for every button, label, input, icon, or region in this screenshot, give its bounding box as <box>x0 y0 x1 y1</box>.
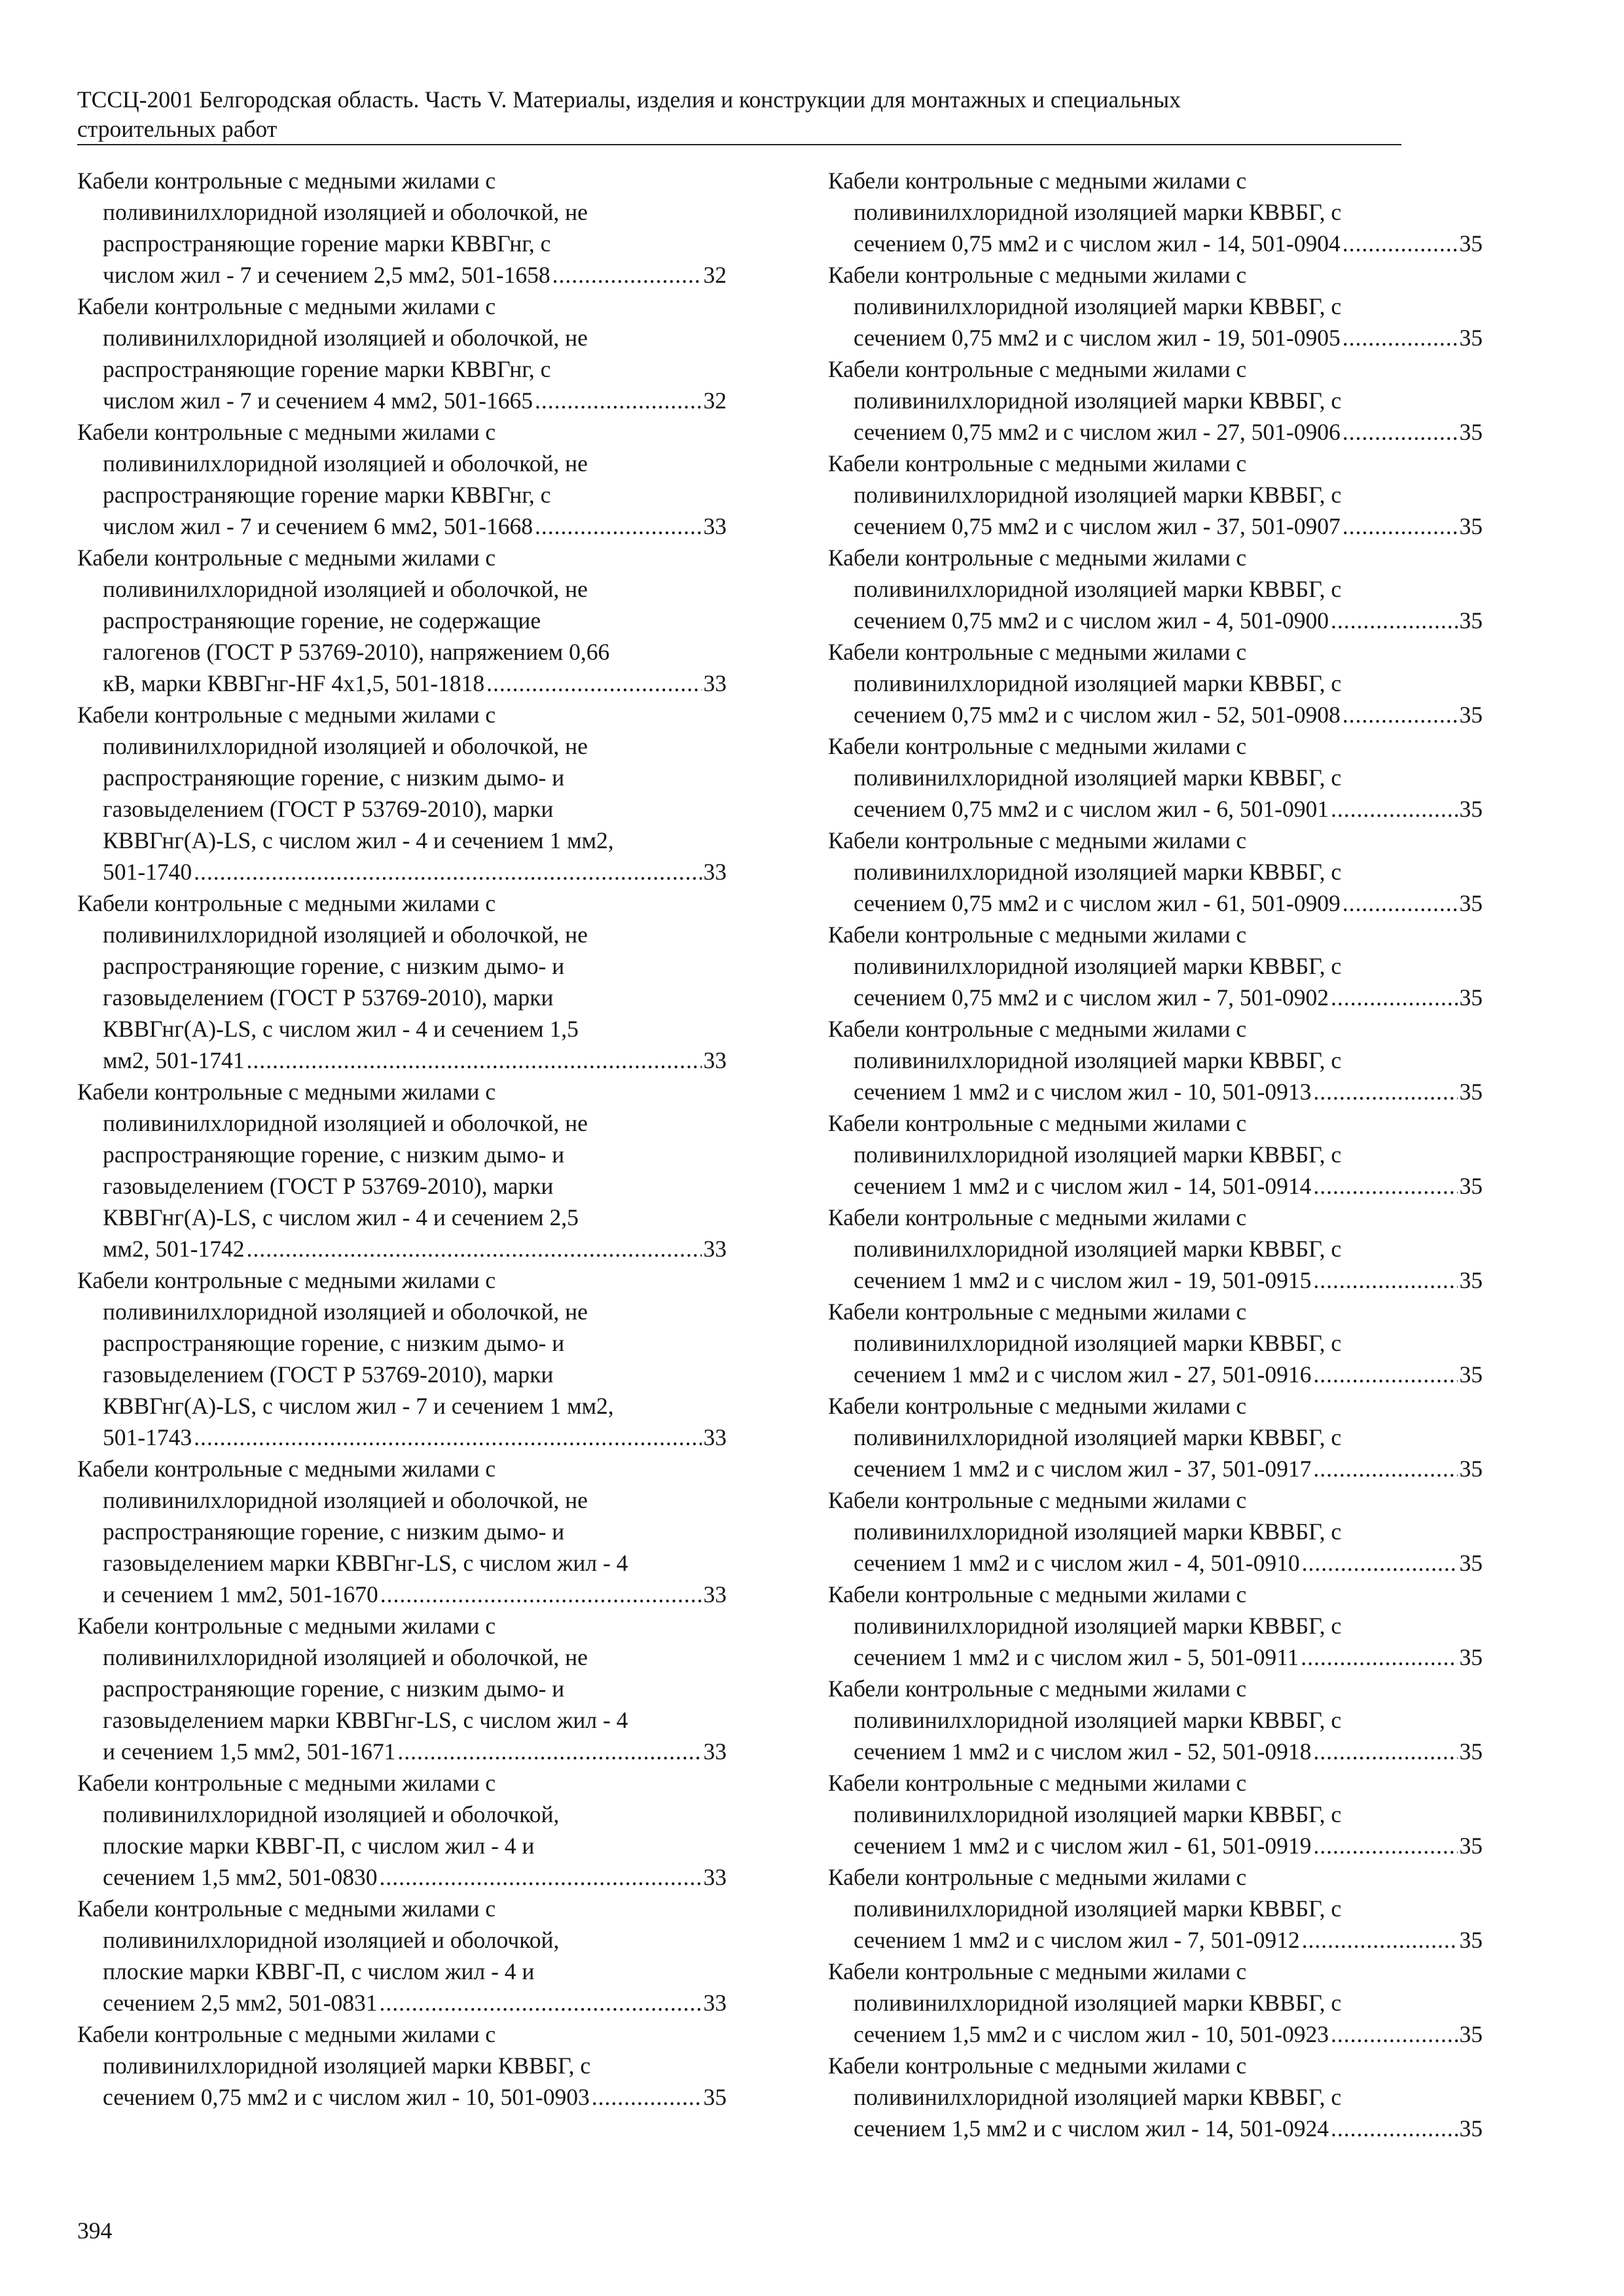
index-entry-page: 35 <box>1459 419 1483 445</box>
running-header-line-1: ТССЦ-2001 Белгородская область. Часть V. Материалы, изделия и конструкции для монтажных и специальных <box>77 86 1181 113</box>
index-entry-last-line <box>77 1987 727 2018</box>
index-entry-last-line <box>77 1233 727 1265</box>
index-entry-page: 35 <box>1459 2021 1483 2047</box>
index-entry-page: 33 <box>703 1047 727 1073</box>
index-entry-page: 35 <box>1459 1079 1483 1105</box>
index-entry <box>828 1013 1483 1107</box>
index-entry <box>828 919 1483 1013</box>
index-entry-text: числом жил - 7 и сечением 4 мм2, 501-1665 <box>103 387 533 414</box>
index-entry-text: поливинилхлоридной изоляцией и оболочкой, <box>103 1927 560 1953</box>
index-entry <box>828 448 1483 542</box>
index-entry-text: плоские марки КВВГ-П, с числом жил - 4 и <box>103 1958 535 1984</box>
index-entry-text: сечением 0,75 мм2 и с числом жил - 7, 501-0902 <box>854 984 1329 1011</box>
dot-leader <box>247 1233 702 1265</box>
index-entry-text: распространяющие горение, с низким дымо- и <box>103 764 565 791</box>
index-entry-text: и сечением 1 мм2, 501-1670 <box>103 1581 378 1607</box>
dot-leader <box>247 1045 702 1076</box>
index-entry-last-line <box>828 1453 1483 1484</box>
index-entry-page: 35 <box>1459 702 1483 728</box>
index-entry-text: сечением 1 мм2 и с числом жил - 5, 501-0911 <box>854 1644 1299 1670</box>
index-entry-text: распространяющие горение, с низким дымо- и <box>103 1141 565 1168</box>
index-entry-page: 35 <box>1459 1833 1483 1859</box>
index-entry <box>828 259 1483 353</box>
index-entry-page: 35 <box>703 2084 727 2110</box>
index-entry <box>77 699 727 888</box>
dot-leader <box>1343 888 1458 919</box>
index-entry <box>828 2050 1483 2144</box>
index-entry-text: поливинилхлоридной изоляцией марки КВВБГ, с <box>854 387 1342 414</box>
index-entry-last-line <box>77 2081 727 2113</box>
index-entry-text: галогенов (ГОСТ Р 53769-2010), напряжением 0,66 <box>103 639 610 665</box>
index-entry-text: Кабели контрольные с медными жилами с <box>828 733 1247 759</box>
index-entry <box>828 353 1483 448</box>
index-entry-last-line <box>77 1579 727 1610</box>
index-entry-page: 35 <box>1459 1644 1483 1670</box>
index-entry <box>828 1202 1483 1296</box>
index-entry-page: 33 <box>703 513 727 539</box>
index-entry-text: Кабели контрольные с медными жилами с <box>77 168 496 194</box>
index-entry-text: Кабели контрольные с медными жилами с <box>77 702 496 728</box>
index-entry-page: 35 <box>1459 607 1483 634</box>
index-entry-page: 33 <box>703 859 727 885</box>
dot-leader <box>1331 982 1458 1013</box>
index-entry-text: Кабели контрольные с медными жилами с <box>77 545 496 571</box>
dot-leader <box>535 385 702 416</box>
index-entry-text: поливинилхлоридной изоляцией марки КВВБГ, с <box>854 293 1342 319</box>
index-entry-text: поливинилхлоридной изоляцией марки КВВБГ, с <box>854 1895 1342 1922</box>
dot-leader <box>1313 1359 1457 1390</box>
index-entry-page: 35 <box>1459 796 1483 822</box>
dot-leader <box>1331 605 1458 636</box>
index-entry-text: Кабели контрольные с медными жилами с <box>828 922 1247 948</box>
index-entry <box>828 1861 1483 1956</box>
dot-leader <box>194 1422 701 1453</box>
index-entry-text: поливинилхлоридной изоляцией и оболочкой, не <box>103 1487 588 1513</box>
index-entry-last-line <box>77 856 727 888</box>
index-entry-text: и сечением 1,5 мм2, 501-1671 <box>103 1738 396 1765</box>
index-entry-page: 35 <box>1459 1738 1483 1765</box>
index-entry-text: поливинилхлоридной изоляцией марки КВВБГ, с <box>854 764 1342 791</box>
index-entry-page: 33 <box>703 1864 727 1890</box>
index-entry-text: поливинилхлоридной изоляцией марки КВВБГ, с <box>854 1236 1342 1262</box>
index-entry-text: Кабели контрольные с медными жилами с <box>828 450 1247 476</box>
index-entry-text: распространяющие горение марки КВВГнг, с <box>103 356 551 382</box>
index-entry-text: плоские марки КВВГ-П, с числом жил - 4 и <box>103 1833 535 1859</box>
index-entry-text: поливинилхлоридной изоляцией и оболочкой, не <box>103 199 588 225</box>
index-entry-text: сечением 0,75 мм2 и с числом жил - 14, 501-0904 <box>854 230 1341 257</box>
index-entry-last-line <box>828 322 1483 353</box>
index-entry <box>77 165 727 291</box>
index-entry <box>828 1579 1483 1673</box>
dot-leader <box>380 1987 702 2018</box>
index-entry-text: Кабели контрольные с медными жилами с <box>828 1204 1247 1230</box>
index-entry-text: сечением 1 мм2 и с числом жил - 19, 501-0915 <box>854 1267 1312 1293</box>
index-entry-text: Кабели контрольные с медными жилами с <box>828 1110 1247 1136</box>
index-entry-text: поливинилхлоридной изоляцией марки КВВБГ, с <box>854 1518 1342 1545</box>
index-entry-last-line <box>828 1641 1483 1673</box>
index-entry-text: сечением 1,5 мм2, 501-0830 <box>103 1864 378 1890</box>
index-entry <box>828 1484 1483 1579</box>
index-entry <box>828 1767 1483 1861</box>
index-entry-text: Кабели контрольные с медными жилами с <box>828 168 1247 194</box>
dot-leader <box>1343 511 1458 542</box>
index-entry <box>77 1767 727 1893</box>
index-entry <box>828 1390 1483 1484</box>
index-entry-text: поливинилхлоридной изоляцией марки КВВБГ, с <box>103 2053 591 2079</box>
index-entry-text: поливинилхлоридной изоляцией марки КВВБГ, с <box>854 1424 1342 1450</box>
index-entry-text: мм2, 501-1742 <box>103 1236 245 1262</box>
index-entry-text: Кабели контрольные с медными жилами с <box>828 545 1247 571</box>
dot-leader <box>1313 1736 1457 1767</box>
index-entry <box>828 165 1483 259</box>
index-entry-text: поливинилхлоридной изоляцией и оболочкой, не <box>103 1644 588 1670</box>
index-entry-last-line <box>828 699 1483 730</box>
dot-leader <box>194 856 701 888</box>
dot-leader <box>1331 2018 1458 2050</box>
index-entry-last-line <box>828 228 1483 259</box>
index-entry-last-line <box>77 1861 727 1893</box>
index-entry-text: сечением 1,5 мм2 и с числом жил - 14, 501-0924 <box>854 2115 1329 2142</box>
index-entry-text: сечением 0,75 мм2 и с числом жил - 37, 501-0907 <box>854 513 1341 539</box>
index-entry-text: сечением 0,75 мм2 и с числом жил - 10, 501-0903 <box>103 2084 590 2110</box>
index-entry-text: сечением 1 мм2 и с числом жил - 37, 501-0917 <box>854 1456 1312 1482</box>
index-entry-last-line <box>77 1045 727 1076</box>
dot-leader <box>552 259 702 291</box>
index-entry <box>77 1453 727 1610</box>
index-entry-page: 32 <box>703 262 727 288</box>
index-entry-text: Кабели контрольные с медными жилами с <box>77 1895 496 1922</box>
dot-leader <box>380 1579 702 1610</box>
index-entry-text: поливинилхлоридной изоляцией марки КВВБГ, с <box>854 1990 1342 2016</box>
index-entry-text: поливинилхлоридной изоляцией марки КВВБГ, с <box>854 482 1342 508</box>
index-entry-page: 35 <box>1459 1173 1483 1199</box>
dot-leader <box>1313 1830 1457 1861</box>
index-entry-text: сечением 1 мм2 и с числом жил - 27, 501-0916 <box>854 1361 1312 1388</box>
dot-leader <box>1302 1924 1458 1956</box>
index-entry-text: сечением 0,75 мм2 и с числом жил - 6, 501-0901 <box>854 796 1329 822</box>
index-entry-text: Кабели контрольные с медными жилами с <box>77 419 496 445</box>
index-entry-text: поливинилхлоридной изоляцией марки КВВБГ, с <box>854 1141 1342 1168</box>
index-entry-text: поливинилхлоридной изоляцией марки КВВБГ, с <box>854 576 1342 602</box>
dot-leader <box>1313 1170 1457 1202</box>
index-entry-text: поливинилхлоридной изоляцией марки КВВБГ, с <box>854 1047 1342 1073</box>
page-number: 394 <box>77 2217 113 2244</box>
index-entry-last-line <box>77 1422 727 1453</box>
index-entry <box>828 1956 1483 2050</box>
index-entry <box>828 1296 1483 1390</box>
index-entry-text: Кабели контрольные с медными жилами с <box>828 1016 1247 1042</box>
index-entry-text: поливинилхлоридной изоляцией и оболочкой, не <box>103 733 588 759</box>
index-entry <box>828 1673 1483 1767</box>
index-entry-text: Кабели контрольные с медными жилами с <box>77 1267 496 1293</box>
index-entry-text: 501-1743 <box>103 1424 192 1450</box>
index-entry-text: Кабели контрольные с медными жилами с <box>77 890 496 916</box>
index-entry-last-line <box>828 2018 1483 2050</box>
index-entry-text: Кабели контрольные с медными жилами с <box>828 1958 1247 1984</box>
index-entry-page: 35 <box>1459 1456 1483 1482</box>
index-entry <box>77 888 727 1076</box>
index-entry <box>828 825 1483 919</box>
index-entry-page: 35 <box>1459 230 1483 257</box>
index-entry-page: 35 <box>1459 325 1483 351</box>
index-entry-text: сечением 1 мм2 и с числом жил - 52, 501-0918 <box>854 1738 1312 1765</box>
index-entry-text: Кабели контрольные с медными жилами с <box>77 1079 496 1105</box>
index-entry-text: числом жил - 7 и сечением 6 мм2, 501-1668 <box>103 513 533 539</box>
index-entry-text: сечением 1 мм2 и с числом жил - 10, 501-0913 <box>854 1079 1312 1105</box>
index-entry-text: поливинилхлоридной изоляцией марки КВВБГ, с <box>854 1613 1342 1639</box>
index-entry-last-line <box>828 1830 1483 1861</box>
index-entry-page: 35 <box>1459 1550 1483 1576</box>
index-entry-last-line <box>828 416 1483 448</box>
index-entry-text: поливинилхлоридной изоляцией марки КВВБГ, с <box>854 1801 1342 1827</box>
dot-leader <box>535 511 702 542</box>
index-entry-text: Кабели контрольные с медными жилами с <box>828 639 1247 665</box>
index-entry-text: поливинилхлоридной изоляцией и оболочкой, не <box>103 325 588 351</box>
index-entry-text: Кабели контрольные с медными жилами с <box>828 262 1247 288</box>
index-entry-text: поливинилхлоридной изоляцией марки КВВБГ, с <box>854 2084 1342 2110</box>
index-entry-text: поливинилхлоридной изоляцией марки КВВБГ, с <box>854 670 1342 696</box>
index-entry <box>77 1893 727 2018</box>
index-entry-text: поливинилхлоридной изоляцией и оболочкой, не <box>103 1299 588 1325</box>
index-entry-page: 33 <box>703 1738 727 1765</box>
index-entry-text: поливинилхлоридной изоляцией марки КВВБГ, с <box>854 1707 1342 1733</box>
index-entry-text: сечением 1,5 мм2 и с числом жил - 10, 501-0923 <box>854 2021 1329 2047</box>
dot-leader <box>592 2081 702 2113</box>
index-entry-text: Кабели контрольные с медными жилами с <box>77 2021 496 2047</box>
index-entry-last-line <box>828 793 1483 825</box>
index-entry-last-line <box>828 982 1483 1013</box>
index-entry <box>828 730 1483 825</box>
index-entry-text: КВВГнг(А)-LS, с числом жил - 4 и сечением 1,5 <box>103 1016 579 1042</box>
index-entry <box>828 636 1483 730</box>
index-entry <box>77 542 727 699</box>
index-entry-text: мм2, 501-1741 <box>103 1047 245 1073</box>
index-entry-text: поливинилхлоридной изоляцией марки КВВБГ, с <box>854 1330 1342 1356</box>
index-entry-page: 33 <box>703 1236 727 1262</box>
dot-leader <box>397 1736 701 1767</box>
index-entry-text: поливинилхлоридной изоляцией и оболочкой, не <box>103 576 588 602</box>
index-entry-last-line <box>828 1736 1483 1767</box>
index-entry-text: КВВГнг(А)-LS, с числом жил - 4 и сечением 2,5 <box>103 1204 579 1230</box>
index-entry-page: 35 <box>1459 1361 1483 1388</box>
index-entry-page: 33 <box>703 670 727 696</box>
index-entry-page: 35 <box>1459 2115 1483 2142</box>
index-entry-text: поливинилхлоридной изоляцией и оболочкой, не <box>103 1110 588 1136</box>
dot-leader <box>1301 1641 1457 1673</box>
index-entry-text: Кабели контрольные с медными жилами с <box>828 1393 1247 1419</box>
index-entry-last-line <box>77 1736 727 1767</box>
dot-leader <box>1313 1453 1457 1484</box>
index-entry-text: сечением 0,75 мм2 и с числом жил - 19, 501-0905 <box>854 325 1341 351</box>
index-entry-text: газовыделением марки КВВГнг-LS, с числом жил - 4 <box>103 1550 628 1576</box>
index-entry-text: распространяющие горение, не содержащие <box>103 607 541 634</box>
index-entry-page: 35 <box>1459 1267 1483 1293</box>
index-entry-text: сечением 1 мм2 и с числом жил - 7, 501-0912 <box>854 1927 1300 1953</box>
index-entry-text: поливинилхлоридной изоляцией и оболочкой, не <box>103 922 588 948</box>
index-entry-text: распространяющие горение марки КВВГнг, с <box>103 230 551 257</box>
index-entry-text: Кабели контрольные с медными жилами с <box>828 1487 1247 1513</box>
index-entry-text: Кабели контрольные с медными жилами с <box>77 1770 496 1796</box>
index-entry-text: сечением 0,75 мм2 и с числом жил - 61, 501-0909 <box>854 890 1341 916</box>
dot-leader <box>1343 416 1458 448</box>
index-entry-text: сечением 0,75 мм2 и с числом жил - 27, 501-0906 <box>854 419 1341 445</box>
index-entry <box>77 1076 727 1265</box>
index-entry-text: Кабели контрольные с медными жилами с <box>828 1864 1247 1890</box>
index-entry <box>77 2018 727 2113</box>
index-entry-last-line <box>828 1547 1483 1579</box>
index-entry-last-line <box>828 605 1483 636</box>
dot-leader <box>486 668 701 699</box>
dot-leader <box>1343 322 1458 353</box>
index-entry-text: поливинилхлоридной изоляцией марки КВВБГ, с <box>854 199 1342 225</box>
index-entry-text: кВ, марки КВВГнг-HF 4x1,5, 501-1818 <box>103 670 485 696</box>
index-entry-text: сечением 0,75 мм2 и с числом жил - 52, 501-0908 <box>854 702 1341 728</box>
index-entry-last-line <box>828 1076 1483 1107</box>
index-entry-text: газовыделением (ГОСТ Р 53769-2010), марки <box>103 1173 554 1199</box>
index-entry <box>77 291 727 416</box>
index-entry-last-line <box>828 888 1483 919</box>
index-entry-last-line <box>828 1359 1483 1390</box>
index-entry-last-line <box>77 385 727 416</box>
index-entry-text: газовыделением (ГОСТ Р 53769-2010), марки <box>103 984 554 1011</box>
index-entry-text: Кабели контрольные с медными жилами с <box>828 356 1247 382</box>
index-entry-text: Кабели контрольные с медными жилами с <box>828 1770 1247 1796</box>
index-entry <box>77 1610 727 1767</box>
index-entry-last-line <box>77 668 727 699</box>
running-header <box>77 85 1401 145</box>
index-entry-page: 32 <box>703 387 727 414</box>
index-entry-text: Кабели контрольные с медными жилами с <box>828 827 1247 853</box>
index-entry-text: Кабели контрольные с медными жилами с <box>77 1613 496 1639</box>
index-entry <box>77 1265 727 1453</box>
index-entry-text: Кабели контрольные с медными жилами с <box>828 1676 1247 1702</box>
index-entry-last-line <box>828 1924 1483 1956</box>
index-entry-last-line <box>828 1265 1483 1296</box>
index-entry-page: 35 <box>1459 1927 1483 1953</box>
index-entry-page: 35 <box>1459 984 1483 1011</box>
index-entry-text: газовыделением (ГОСТ Р 53769-2010), марки <box>103 796 554 822</box>
index-entry-text: Кабели контрольные с медными жилами с <box>77 293 496 319</box>
running-header-line-2: строительных работ <box>77 116 278 142</box>
index-column-right <box>828 165 1483 2144</box>
index-entry-text: поливинилхлоридной изоляцией марки КВВБГ, с <box>854 953 1342 979</box>
index-entry-text: сечением 0,75 мм2 и с числом жил - 4, 501-0900 <box>854 607 1329 634</box>
index-entry-last-line <box>828 2113 1483 2144</box>
dot-leader <box>1313 1265 1457 1296</box>
index-entry-text: распространяющие горение марки КВВГнг, с <box>103 482 551 508</box>
index-entry-text: распространяющие горение, с низким дымо- и <box>103 1330 565 1356</box>
dot-leader <box>1343 228 1458 259</box>
dot-leader <box>1331 2113 1458 2144</box>
index-entry-page: 35 <box>1459 513 1483 539</box>
index-entry <box>828 542 1483 636</box>
index-entry-page: 33 <box>703 1990 727 2016</box>
index-entry <box>77 416 727 542</box>
index-entry-page: 33 <box>703 1581 727 1607</box>
index-entry-text: сечением 1 мм2 и с числом жил - 4, 501-0910 <box>854 1550 1300 1576</box>
index-entry-text: поливинилхлоридной изоляцией и оболочкой, <box>103 1801 560 1827</box>
index-entry-text: Кабели контрольные с медными жилами с <box>828 2053 1247 2079</box>
index-entry-text: поливинилхлоридной изоляцией марки КВВБГ, с <box>854 859 1342 885</box>
index-entry-text: сечением 1 мм2 и с числом жил - 14, 501-0914 <box>854 1173 1312 1199</box>
index-entry-last-line <box>828 511 1483 542</box>
index-entry-text: числом жил - 7 и сечением 2,5 мм2, 501-1658 <box>103 262 550 288</box>
index-entry-text: распространяющие горение, с низким дымо- и <box>103 1518 565 1545</box>
index-column-left <box>77 165 727 2113</box>
index-entry-page: 33 <box>703 1424 727 1450</box>
index-entry-text: Кабели контрольные с медными жилами с <box>77 1456 496 1482</box>
index-entry-text: газовыделением марки КВВГнг-LS, с числом жил - 4 <box>103 1707 628 1733</box>
index-entry-text: сечением 2,5 мм2, 501-0831 <box>103 1990 378 2016</box>
index-entry <box>828 1107 1483 1202</box>
dot-leader <box>1343 699 1458 730</box>
index-entry-last-line <box>77 259 727 291</box>
dot-leader <box>1313 1076 1457 1107</box>
index-entry-text: газовыделением (ГОСТ Р 53769-2010), марки <box>103 1361 554 1388</box>
index-entry-text: КВВГнг(А)-LS, с числом жил - 7 и сечением 1 мм2, <box>103 1393 614 1419</box>
index-entry-last-line <box>77 511 727 542</box>
index-entry-text: распространяющие горение, с низким дымо- и <box>103 1676 565 1702</box>
index-entry-last-line <box>828 1170 1483 1202</box>
dot-leader <box>1331 793 1458 825</box>
index-entry-text: распространяющие горение, с низким дымо- и <box>103 953 565 979</box>
index-entry-text: КВВГнг(А)-LS, с числом жил - 4 и сечением 1 мм2, <box>103 827 614 853</box>
index-entry-page: 35 <box>1459 890 1483 916</box>
index-entry-text: Кабели контрольные с медными жилами с <box>828 1299 1247 1325</box>
index-entry-text: 501-1740 <box>103 859 192 885</box>
index-entry-text: Кабели контрольные с медными жилами с <box>828 1581 1247 1607</box>
dot-leader <box>1302 1547 1458 1579</box>
index-entry-text: сечением 1 мм2 и с числом жил - 61, 501-0919 <box>854 1833 1312 1859</box>
dot-leader <box>380 1861 702 1893</box>
index-entry-text: поливинилхлоридной изоляцией и оболочкой, не <box>103 450 588 476</box>
